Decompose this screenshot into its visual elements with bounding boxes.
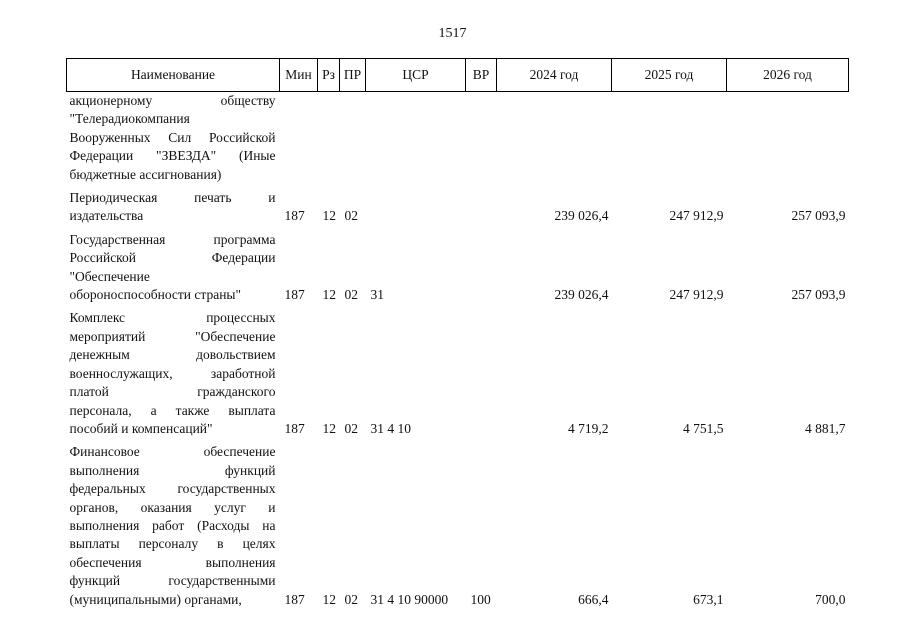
row-name-line: бюджетные ассигнования) xyxy=(69,166,222,182)
row-name-line: "Телерадиокомпания xyxy=(69,111,190,127)
cell-min xyxy=(280,92,318,190)
cell-y2025: 247 912,9 xyxy=(669,208,724,224)
cell-pr: 02 xyxy=(344,420,358,436)
cell-vr xyxy=(466,92,497,190)
row-name-line: персонала, а также выплата xyxy=(69,402,276,418)
cell-y2026: 257 093,9 xyxy=(791,208,846,224)
cell-y2025: 247 912,9 xyxy=(669,287,724,303)
cell-csr: 31 xyxy=(370,287,384,303)
table-body xyxy=(67,92,849,614)
row-name-line: органов, оказания услуг и xyxy=(69,499,276,515)
row-name-line: (муниципальными) органами, xyxy=(69,591,242,607)
cell-csr xyxy=(366,189,466,231)
cell-pr: 02 xyxy=(344,287,358,303)
cell-pr: 02 xyxy=(344,591,358,607)
table-row xyxy=(67,443,849,614)
cell-min: 187 xyxy=(284,208,305,224)
cell-vr xyxy=(466,189,497,231)
cell-y2024: 239 026,4 xyxy=(554,208,609,224)
cell-rz: 12 xyxy=(322,208,336,224)
header-csr: ЦСР xyxy=(366,59,466,92)
table-row xyxy=(67,309,849,443)
row-name-line: "Обеспечение xyxy=(69,268,150,284)
row-name xyxy=(67,189,280,231)
header-rz: Рз xyxy=(318,59,340,92)
row-name-line: Российской Федерации xyxy=(69,250,276,266)
page-number: 1517 xyxy=(438,26,467,41)
cell-pr: 02 xyxy=(344,208,358,224)
header-2026: 2026 год xyxy=(727,59,849,92)
cell-pr xyxy=(340,92,366,190)
row-name-line: выполнения функций xyxy=(69,462,276,478)
row-name-line: военнослужащих, заработной xyxy=(69,365,276,381)
cell-min: 187 xyxy=(284,420,305,436)
cell-y2024: 666,4 xyxy=(578,591,609,607)
cell-y2024: 239 026,4 xyxy=(554,287,609,303)
table-row xyxy=(67,231,849,310)
row-name-line: федеральных государственных xyxy=(69,481,276,497)
cell-y2025: 673,1 xyxy=(693,591,724,607)
cell-csr xyxy=(366,92,466,190)
row-name-line: Комплекс процессных xyxy=(69,310,276,326)
header-pr: ПР xyxy=(340,59,366,92)
cell-y2024 xyxy=(497,92,612,190)
cell-min: 187 xyxy=(284,591,305,607)
row-name-line: издательства xyxy=(69,208,144,224)
cell-min: 187 xyxy=(284,287,305,303)
cell-rz: 12 xyxy=(322,591,336,607)
cell-csr: 31 4 10 xyxy=(370,420,411,436)
row-name-line: пособий и компенсаций" xyxy=(69,420,213,436)
table-row xyxy=(67,92,849,190)
header-2024: 2024 год xyxy=(497,59,612,92)
cell-y2025: 4 751,5 xyxy=(683,420,724,436)
cell-y2026 xyxy=(727,92,849,190)
row-name-line: функций государственными xyxy=(69,573,276,589)
row-name-line: обеспечения выполнения xyxy=(69,554,276,570)
row-name xyxy=(67,231,280,310)
cell-vr xyxy=(466,231,497,310)
header-vr: ВР xyxy=(466,59,497,92)
row-name xyxy=(67,309,280,443)
cell-rz: 12 xyxy=(322,287,336,303)
cell-y2024: 4 719,2 xyxy=(568,420,609,436)
cell-csr: 31 4 10 90000 xyxy=(370,591,449,607)
row-name-line: акционерному обществу xyxy=(69,93,276,108)
row-name-line: Периодическая печать и xyxy=(69,190,276,206)
header-min: Мин xyxy=(280,59,318,92)
row-name-line: выплаты персоналу в целях xyxy=(69,536,276,552)
cell-rz: 12 xyxy=(322,420,336,436)
cell-rz xyxy=(318,92,340,190)
budget-table xyxy=(66,58,849,614)
header-name: Наименование xyxy=(67,59,280,92)
row-name-line: Государственная программа xyxy=(69,231,276,247)
row-name-line: денежным довольствием xyxy=(69,347,276,363)
row-name-line: выполнения работ (Расходы на xyxy=(69,517,276,533)
table-header-row xyxy=(67,59,849,92)
cell-vr xyxy=(466,309,497,443)
row-name-line: Вооруженных Сил Российской xyxy=(69,129,276,145)
cell-y2026: 4 881,7 xyxy=(805,420,846,436)
row-name-line: платой гражданского xyxy=(69,384,276,400)
row-name-line: Федерации "ЗВЕЗДА" (Иные xyxy=(69,148,276,164)
table-row xyxy=(67,189,849,231)
row-name-line: мероприятий "Обеспечение xyxy=(69,328,276,344)
header-2025: 2025 год xyxy=(612,59,727,92)
cell-vr: 100 xyxy=(470,591,491,607)
cell-y2026: 700,0 xyxy=(815,591,846,607)
cell-y2026: 257 093,9 xyxy=(791,287,846,303)
row-name-line: Финансовое обеспечение xyxy=(69,444,276,460)
row-name xyxy=(67,443,280,614)
cell-y2025 xyxy=(612,92,727,190)
row-name-line: обороноспособности страны" xyxy=(69,287,241,303)
row-name xyxy=(67,92,280,190)
